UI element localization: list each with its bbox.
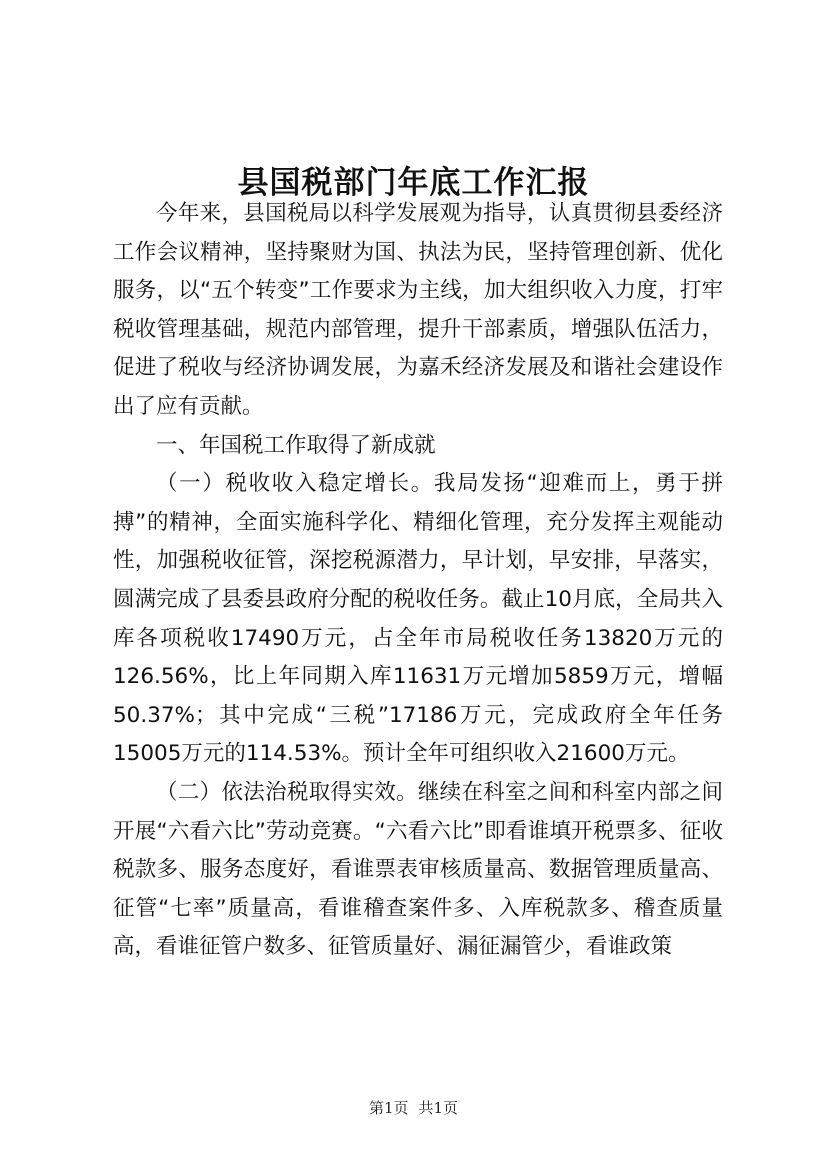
page-footer xyxy=(0,1098,827,1118)
document-title: 县国税部门年底工作汇报 xyxy=(237,164,590,201)
section-heading-1: 一、年国税工作取得了新成就 xyxy=(156,432,436,458)
document-body xyxy=(113,195,723,967)
page-total: 共1页 xyxy=(418,1099,459,1117)
page-number: 第1页 xyxy=(368,1099,409,1117)
paragraph-rule-of-law: （二）依法治税取得实效。继续在科室之间和科室内部之间开展“六看六比”劳动竞赛。“六看六比”即看谁填开税票多、征收税款多、服务态度好，看谁票表审核质量高、数据管理质量高、征管“七率”质量高，看谁稽查案件多、入库税款多、稽查质量高，看谁征管户数多、征管质量好、漏征漏管少，看谁政策 xyxy=(113,779,723,960)
paragraph-intro: 今年来，县国税局以科学发展观为指导，认真贯彻县委经济工作会议精神，坚持聚财为国、执法为民，坚持管理创新、优化服务，以“五个转变”工作要求为主线，加大组织收入力度，打牢税收管理基础，规范内部管理，提升干部素质，增强队伍活力，促进了税收与经济协调发展，为嘉禾经济发展及和谐社会建设作出了应有贡献。 xyxy=(113,201,723,419)
paragraph-tax-revenue: （一）税收收入稳定增长。我局发扬“迎难而上，勇于拼搏”的精神，全面实施科学化、精细化管理，充分发挥主观能动性，加强税收征管，深挖税源潜力，早计划，早安排，早落实，圆满完成了县委县政府分配的税收任务。截止10月底，全局共入库各项税收17490万元，占全年市局税收任务13820万元的126.56%，比上年同期入库11631万元增加5859万元，增幅50.37%；其中完成“三税”17186万元，完成政府全年任务15005万元的114.53%。预计全年可组织收入21600万元。 xyxy=(113,471,723,767)
